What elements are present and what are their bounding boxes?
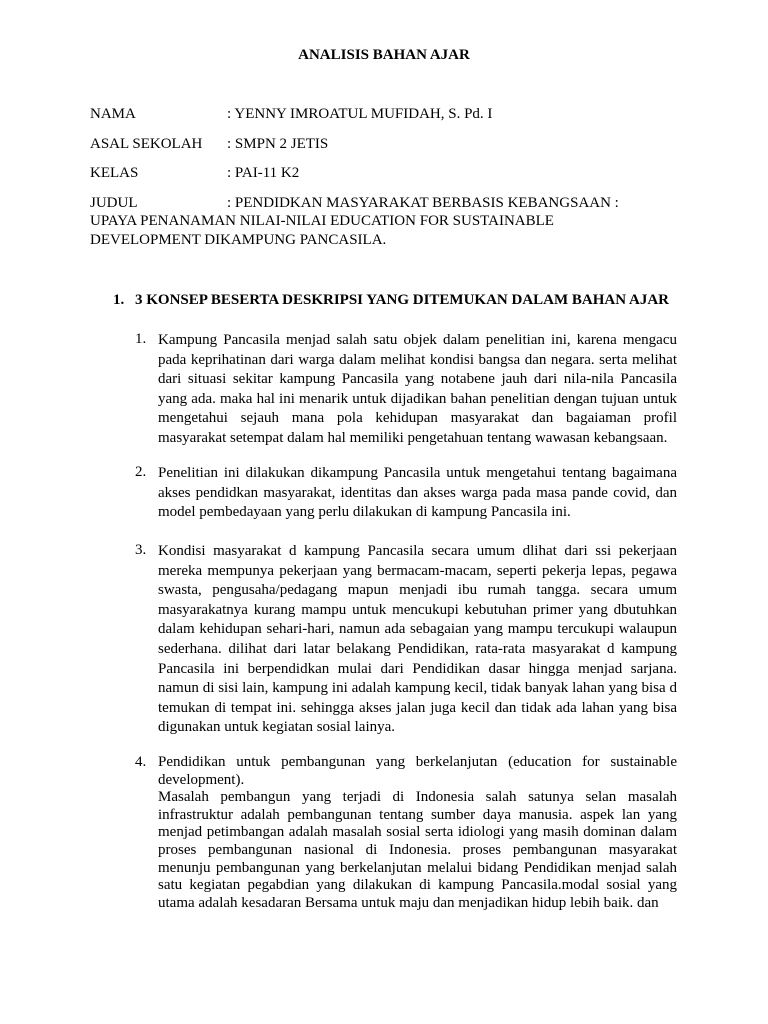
list-item-number: 2. — [135, 464, 147, 480]
field-judul-value: : PENDIDKAN MASYARAKAT BERBASIS KEBANGSAAN : — [227, 195, 619, 211]
document-title: ANALISIS BAHAN AJAR — [298, 47, 470, 63]
list-item-text-intro: Pendidikan untuk pembangunan yang berkelanjutan (education for sustainable development). — [158, 754, 677, 788]
field-judul-continuation: UPAYA PENANAMAN NILAI-NILAI EDUCATION FOR SUSTAINABLE DEVELOPMENT DIKAMPUNG PANCASILA. — [90, 213, 554, 248]
list-item-text-body: Masalah pembangun yang terjadi di Indonesia salah satunya selan masalah infrastruktur adalah pembangunan tentang sumber daya manusia. aspek lan yang menjad petimbangan adalah masalah sosial serta idiologi yang masih dominan dalam proses pembangunan nasional di Indonesia. proses pembangunan masyarakat menunju pembangunan yang berkelanjutan melalui bidang Pendidikan menjad salah satu kegiatan pegabdian yang dilakukan di kampung Pancasila.modal sosial yang utama adalah kesadaran Bersama untuk maju dan menjadikan hidup lebih baik. dan — [158, 789, 677, 911]
list-item-number: 3. — [135, 542, 147, 558]
field-sekolah-label: ASAL SEKOLAH — [90, 136, 203, 152]
field-nama-label: NAMA — [90, 106, 136, 122]
list-item-text: Kampung Pancasila menjad salah satu objek dalam penelitian ini, karena mengacu pada keprihatinan dari warga dalam melihat kondisi bangsa dan negara. serta melihat dari situasi sekitar kampung Pancasila yang notabene jauh dari nila-nila Pancasila yang ada. maka hal ini menarik untuk dijadikan bahan penelitian dengan tujuan untuk mengetahui sejauh mana pola kehidupan masyarakat dan bagaiaman profil masyarakat setempat dalam hal memiliki pengetahuan tentang wawasan kebangsaan. — [158, 332, 677, 446]
list-item-text: Kondisi masyarakat d kampung Pancasila secara umum dlihat dari ssi pekerjaan mereka mempunya pekerjaan yang bermacam-macam, seperti pekerja lepas, pegawa swasta, pengusaha/pedagang mapun menjadi ibu rumah tangga. secara umum masyarakatnya kurang mampu untuk mencukupi kebutuhan primer yang dbutuhkan dalam kehidupan sehari-hari, namun ada sebagaian yang mampu tercukupi walaupun sederhana. dilihat dari latar belakang Pendidikan, rata-rata masyarakat d kampung Pancasila ini berpendidkan mulai dari Pendidikan dasar hingga menjad sarjana. namun di sisi lain, kampung ini adalah kampung kecil, tidak banyak lahan yang bisa d temukan di tempat ini. sehingga akses jalan juga kecil dan tidak ada lahan yang bisa digunakan untuk kegiatan sosial lainya. — [158, 543, 677, 736]
field-kelas-value: : PAI-11 K2 — [227, 165, 300, 181]
section-number: 1. — [113, 292, 125, 308]
section-heading-text: 3 KONSEP BESERTA DESKRIPSI YANG DITEMUKAN DALAM BAHAN AJAR — [135, 292, 670, 308]
list-item-number: 1. — [135, 331, 147, 347]
field-judul-label: JUDUL — [90, 195, 138, 211]
field-nama-value: : YENNY IMROATUL MUFIDAH, S. Pd. I — [227, 106, 493, 122]
field-kelas-label: KELAS — [90, 165, 139, 181]
list-item-number: 4. — [135, 754, 147, 770]
list-item-text: Penelitian ini dilakukan dikampung Pancasila untuk mengetahui tentang bagaimana akses pendidkan masyarakat, identitas dan akses warga pada masa pande covid, dan model pembedayaan yang perlu dilakukan di kampung Pancasila ini. — [158, 465, 677, 521]
list-item-text — [158, 754, 677, 912]
field-sekolah-value: : SMPN 2 JETIS — [227, 136, 329, 152]
